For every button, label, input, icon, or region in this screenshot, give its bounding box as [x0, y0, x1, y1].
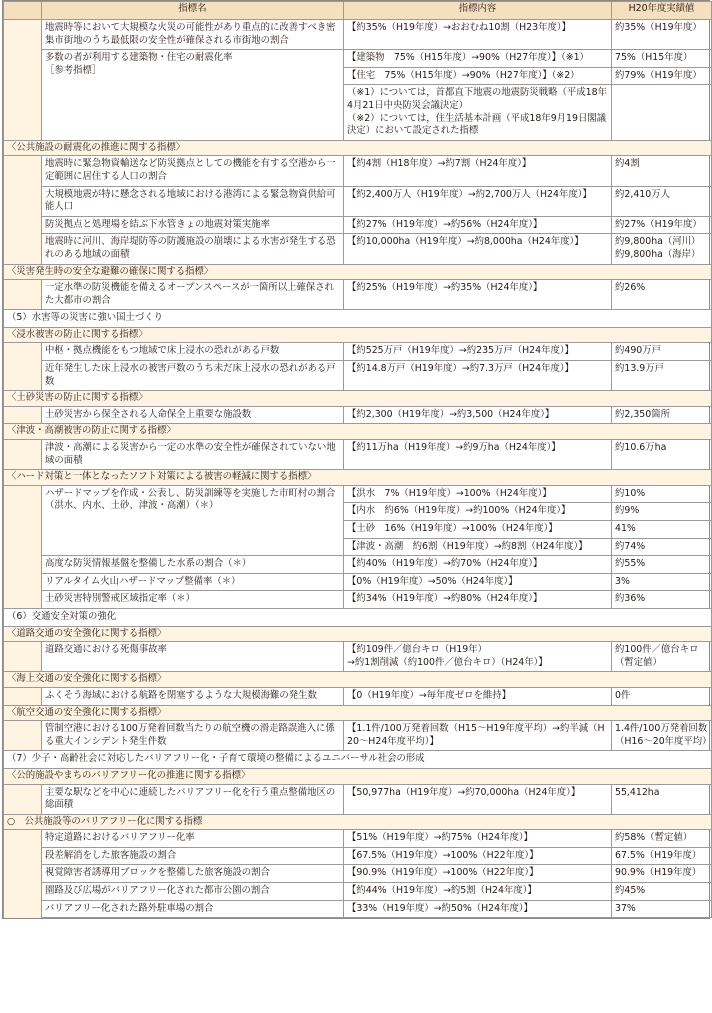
indent-cell [4, 687, 42, 705]
indicator-value: 67.5%（H19年度） [612, 847, 712, 865]
section-header-row [4, 327, 712, 343]
section-label: ○ 公共施設等のバリアフリー化に関する指標 [4, 814, 712, 830]
table-row [4, 280, 712, 310]
indicator-table [3, 1, 712, 918]
indicator-name: 土砂災害から保全される人命保全上重要な施設数 [42, 406, 344, 424]
table-row [4, 642, 712, 672]
section-label: 〈災害発生時の安全な避難の確保に関する指標〉 [4, 264, 712, 280]
indicator-value: 41% [612, 521, 712, 539]
indent-cell [4, 721, 42, 751]
indicator-value: 約74% [612, 538, 712, 556]
indicator-content: 【約40%（H19年度）→約70%（H24年度）】 [344, 556, 612, 574]
indicator-content: 【約525万戸（H19年度）→約235万戸（H24年度）】 [344, 343, 612, 361]
indicator-value: 約4割 [612, 156, 712, 186]
indicator-content: 【土砂 16%（H19年度）→100%（H24年度）】 [344, 521, 612, 539]
section-header-row [4, 424, 712, 440]
section-header-row [4, 626, 712, 642]
section-header-row [4, 391, 712, 407]
indent-cell [4, 642, 42, 672]
indicator-value: 約27%（H19年度） [612, 216, 712, 234]
section-label: 〈海上交通の安全強化に関する指標〉 [4, 672, 712, 688]
indicator-content: 【約27%（H19年度）→約56%（H24年度）】 [344, 216, 612, 234]
indicator-value: 約13.9万戸 [612, 361, 712, 391]
indicator-value: 約58%（暫定値） [612, 830, 712, 848]
table-row [4, 687, 712, 705]
indicator-value: 約490万戸 [612, 343, 712, 361]
indicator-value: 0件 [612, 687, 712, 705]
table-row [4, 900, 712, 918]
indicator-content: 【洪水 7%（H19年度）→100%（H24年度）】 [344, 485, 612, 503]
indicator-name: ふくそう海域における航路を閉塞するような大規模海難の発生数 [42, 687, 344, 705]
indicator-name: 地震時に河川、海岸堤防等の防護施設の崩壊による水害が発生する恐れのある地域の面積 [42, 234, 344, 264]
table-row [4, 216, 712, 234]
indicator-value: 約9% [612, 503, 712, 521]
indicator-value: 3% [612, 573, 712, 591]
indicator-content: 【51%（H19年度）→約75%（H24年度）】 [344, 830, 612, 848]
indent-cell [4, 847, 42, 865]
indicator-content: （※1）については，首都直下地震の地震防災戦略（平成18年4月21日中央防災会議決定） （※2）については，住生活基本計画（平成18年9月19日閣議決定）において設定された指標 [344, 85, 612, 140]
indicator-value: 約79%（H19年度） [612, 67, 712, 85]
table-row [4, 343, 712, 361]
indicator-content: 【建築物 75%（H15年度）→90%（H27年度）】（※1） [344, 50, 612, 68]
indicator-content: 【内水 約6%（H19年度）→約100%（H24年度）】 [344, 503, 612, 521]
indicator-value: 約26% [612, 280, 712, 310]
indicator-value: 37% [612, 900, 712, 918]
section-label: 〈土砂災害の防止に関する指標〉 [4, 391, 712, 407]
indicator-name: 段差解消をした旅客施設の割合 [42, 847, 344, 865]
indicator-content: 【50,977ha（H19年度）→約70,000ha（H24年度）】 [344, 784, 612, 814]
indicator-table-container [2, 0, 710, 919]
indicator-content: 【0%（H19年度）→50%（H24年度）】 [344, 573, 612, 591]
indicator-name: 中枢・拠点機能をもつ地域で床上浸水の恐れがある戸数 [42, 343, 344, 361]
indent-cell [4, 20, 42, 50]
indicator-name: 主要な駅などを中心に連続したバリアフリー化を行う重点整備地区の総面積 [42, 784, 344, 814]
indicator-value: 90.9%（H19年度） [612, 865, 712, 883]
indicator-value: 約45% [612, 883, 712, 901]
table-row [4, 784, 712, 814]
major-section-row [4, 751, 712, 769]
major-section-label: （7）少子・高齢社会に対応したバリアフリー化・子育て環境の整備によるユニバーサル社会の形成 [4, 751, 712, 769]
indicator-content: 【約44%（H19年度）→約5割（H24年度）】 [344, 883, 612, 901]
indicator-content: 【33%（H19年度）→約50%（H24年度）】 [344, 900, 612, 918]
indicator-name: リアルタイム火山ハザードマップ整備率（＊） [42, 573, 344, 591]
indicator-name: 一定水準の防災機能を備えるオープンスペースが一箇所以上確保された大都市の割合 [42, 280, 344, 310]
indicator-name: 地震時に緊急物資輸送など防災拠点としての機能を有する空港から一定範囲に居住する人口の割合 [42, 156, 344, 186]
indicator-value: 約55% [612, 556, 712, 574]
table-row [4, 485, 712, 503]
indicator-name: 防災拠点と処理場を結ぶ下水管きょの地震対策実施率 [42, 216, 344, 234]
indicator-content: 【約11万ha（H19年度）→約9万ha（H24年度）】 [344, 440, 612, 470]
indicator-content: 【約10,000ha（H19年度）→約8,000ha（H24年度）】 [344, 234, 612, 264]
indicator-content: 【1.1件/100万発着回数（H15〜H19年度平均）→約半減（H20〜H24年度平均）】 [344, 721, 612, 751]
indent-cell [4, 591, 42, 609]
indent-cell [4, 485, 42, 555]
indent-cell [4, 784, 42, 814]
indicator-value: 約36% [612, 591, 712, 609]
indicator-value: 約2,410万人 [612, 186, 712, 216]
indicator-name: 高度な防災情報基盤を整備した水系の割合（＊） [42, 556, 344, 574]
header-fy2008-value: H20年度実績値 [612, 2, 712, 20]
indicator-content: 【約4割（H18年度）→約7割（H24年度）】 [344, 156, 612, 186]
indicator-value: 75%（H15年度） [612, 50, 712, 68]
table-header-row [4, 2, 712, 20]
indent-cell [4, 361, 42, 391]
indicator-name: 近年発生した床上浸水の被害戸数のうち未だ床上浸水の恐れがある戸数 [42, 361, 344, 391]
indicator-value [612, 85, 712, 140]
table-row [4, 573, 712, 591]
indicator-content: 【約35%（H19年度）→おおむね10割（H23年度）】 [344, 20, 612, 50]
table-row [4, 361, 712, 391]
section-header-row [4, 470, 712, 486]
indent-cell [4, 556, 42, 574]
indicator-value: 約10.6万ha [612, 440, 712, 470]
indent-cell [4, 186, 42, 216]
section-header-row [4, 264, 712, 280]
indicator-name: 視覚障害者誘導用ブロックを整備した旅客施設の割合 [42, 865, 344, 883]
table-row [4, 440, 712, 470]
indicator-content: 【約2,300（H19年度）→約3,500（H24年度）】 [344, 406, 612, 424]
section-label: 〈道路交通の安全強化に関する指標〉 [4, 626, 712, 642]
indicator-content: 【住宅 75%（H15年度）→90%（H27年度）】（※2） [344, 67, 612, 85]
indicator-name: バリアフリー化された路外駐車場の割合 [42, 900, 344, 918]
indicator-value: 55,412ha [612, 784, 712, 814]
header-blank [4, 2, 42, 20]
indent-cell [4, 440, 42, 470]
table-row [4, 865, 712, 883]
table-row [4, 406, 712, 424]
section-header-row [4, 672, 712, 688]
indent-cell [4, 865, 42, 883]
indent-cell [4, 156, 42, 186]
indent-cell [4, 234, 42, 264]
section-header-row [4, 140, 712, 156]
table-body [4, 20, 712, 918]
indicator-content: 【67.5%（H19年度）→100%（H22年度）】 [344, 847, 612, 865]
major-section-row [4, 608, 712, 626]
indicator-content: 【約109件／億台キロ（H19年） →約1割削減（約100件／億台キロ）（H24年）】 [344, 642, 612, 672]
indicator-name: 園路及び広場がバリアフリー化された都市公園の割合 [42, 883, 344, 901]
indicator-content: 【90.9%（H19年度）→100%（H22年度）】 [344, 865, 612, 883]
major-section-row [4, 310, 712, 328]
table-row [4, 591, 712, 609]
major-section-label: （6）交通安全対策の強化 [4, 608, 712, 626]
indicator-name: 地震時等において大規模な火災の可能性があり重点的に改善すべき密集市街地のうち最低限の安全性が確保される市街地の割合 [42, 20, 344, 50]
header-indicator-name: 指標名 [42, 2, 344, 20]
indent-cell [4, 900, 42, 918]
indicator-name: 土砂災害特別警戒区域指定率（＊） [42, 591, 344, 609]
indicator-name: 道路交通における死傷事故率 [42, 642, 344, 672]
indicator-name: 大規模地震が特に懸念される地域における港湾による緊急物資供給可能人口 [42, 186, 344, 216]
indent-cell [4, 280, 42, 310]
section-label: 〈公的施設やまちのバリアフリー化の推進に関する指標〉 [4, 768, 712, 784]
indicator-value: 1.4件/100万発着回数（H16〜20年度平均） [612, 721, 712, 751]
indent-cell [4, 406, 42, 424]
section-label: 〈津波・高潮被害の防止に関する指標〉 [4, 424, 712, 440]
indent-cell [4, 573, 42, 591]
section-header-row [4, 814, 712, 830]
indicator-content: 【0（H19年度）→毎年度ゼロを維持】 [344, 687, 612, 705]
section-label: 〈ハード対策と一体となったソフト対策による被害の軽減に関する指標〉 [4, 470, 712, 486]
indicator-value: 約2,350箇所 [612, 406, 712, 424]
indent-cell [4, 883, 42, 901]
major-section-label: （5）水害等の災害に強い国土づくり [4, 310, 712, 328]
table-row [4, 186, 712, 216]
indicator-name: 特定道路におけるバリアフリー化率 [42, 830, 344, 848]
indicator-value: 約9,800ha（河川） 約9,800ha（海岸） [612, 234, 712, 264]
indicator-name: 多数の者が利用する建築物・住宅の耐震化率 ［参考指標］ [42, 50, 344, 141]
section-label: 〈公共施設の耐震化の推進に関する指標〉 [4, 140, 712, 156]
indicator-name: 管制空港における100万発着回数当たりの航空機の滑走路誤進入に係る重大インシデント発生件数 [42, 721, 344, 751]
indicator-content: 【約25%（H19年度）→約35%（H24年度）】 [344, 280, 612, 310]
indent-cell [4, 343, 42, 361]
table-row [4, 50, 712, 68]
indent-cell [4, 50, 42, 141]
section-header-row [4, 768, 712, 784]
table-row [4, 830, 712, 848]
indicator-content: 【約2,400万人（H19年度）→約2,700万人（H24年度）】 [344, 186, 612, 216]
table-row [4, 883, 712, 901]
indicator-value: 約35%（H19年度） [612, 20, 712, 50]
indicator-name: 津波・高潮による災害から一定の水準の安全性が確保されていない地域の面積 [42, 440, 344, 470]
indent-cell [4, 830, 42, 848]
table-row [4, 721, 712, 751]
indicator-name: ハザードマップを作成・公表し、防災訓練等を実施した市町村の割合（洪水、内水、土砂、津波・高潮）（＊） [42, 485, 344, 555]
table-row [4, 156, 712, 186]
section-label: 〈浸水被害の防止に関する指標〉 [4, 327, 712, 343]
table-row [4, 556, 712, 574]
indicator-value: 約10% [612, 485, 712, 503]
indicator-content: 【津波・高潮 約6割（H19年度）→約8割（H24年度）】 [344, 538, 612, 556]
indicator-content: 【約14.8万戸（H19年度）→約7.3万戸（H24年度）】 [344, 361, 612, 391]
table-row [4, 234, 712, 264]
indicator-value: 約100件／億台キロ （暫定値） [612, 642, 712, 672]
table-row [4, 847, 712, 865]
indicator-content: 【約34%（H19年度）→約80%（H24年度）】 [344, 591, 612, 609]
section-label: 〈航空交通の安全強化に関する指標〉 [4, 705, 712, 721]
table-row [4, 20, 712, 50]
header-indicator-content: 指標内容 [344, 2, 612, 20]
section-header-row [4, 705, 712, 721]
indent-cell [4, 216, 42, 234]
